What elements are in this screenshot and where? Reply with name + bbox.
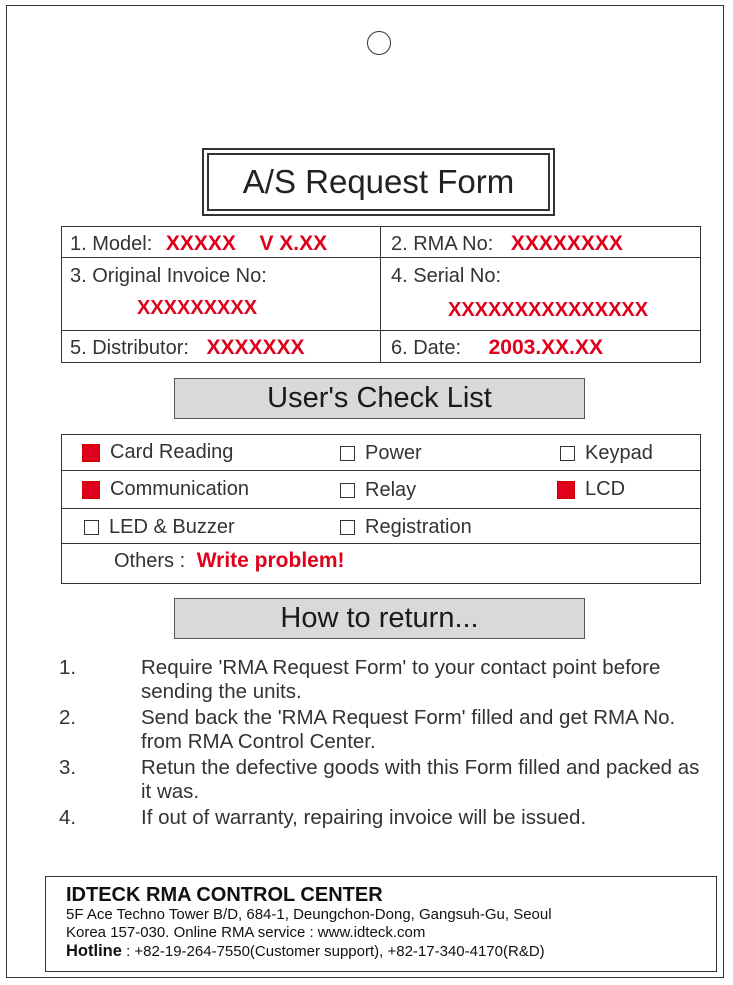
others-field bbox=[114, 549, 345, 573]
address-line: Korea 157-030. Online RMA service : www.idteck.com bbox=[66, 924, 426, 941]
how-to-return-title: How to return... bbox=[174, 598, 585, 639]
list-item bbox=[59, 656, 699, 704]
date-field bbox=[391, 336, 603, 360]
checkbox-checked-icon bbox=[82, 481, 100, 499]
checkbox-empty-icon bbox=[340, 446, 355, 461]
table-divider bbox=[62, 508, 700, 509]
table-divider bbox=[62, 257, 700, 258]
check-label: Card Reading bbox=[110, 441, 234, 463]
rma-tag-card bbox=[6, 5, 724, 978]
check-card-reading[interactable] bbox=[82, 441, 233, 464]
distributor-field bbox=[70, 336, 305, 360]
step-number: 2. bbox=[59, 706, 77, 729]
hotline bbox=[66, 942, 716, 961]
checkbox-checked-icon bbox=[82, 444, 100, 462]
checkbox-empty-icon bbox=[340, 483, 355, 498]
return-steps-list bbox=[59, 656, 699, 832]
serial-value: XXXXXXXXXXXXXXX bbox=[448, 299, 649, 321]
check-keypad[interactable] bbox=[560, 442, 653, 465]
form-title-frame bbox=[202, 148, 555, 216]
date-value: 2003.XX.XX bbox=[488, 336, 604, 359]
list-item bbox=[59, 756, 699, 804]
check-label: Power bbox=[365, 442, 422, 464]
checkbox-empty-icon bbox=[560, 446, 575, 461]
checkbox-checked-icon bbox=[557, 481, 575, 499]
list-item bbox=[59, 806, 699, 830]
serial-label: 4. Serial No: bbox=[391, 265, 502, 287]
step-text: Send back the 'RMA Request Form' filled and get RMA No. from RMA Control Center. bbox=[141, 706, 676, 753]
invoice-label: 3. Original Invoice No: bbox=[70, 265, 267, 287]
check-registration[interactable] bbox=[340, 516, 472, 539]
list-item bbox=[59, 706, 699, 754]
hotline-numbers: : +82-19-264-7550(Customer support), +82-17-340-4170(R&D) bbox=[121, 943, 545, 960]
check-lcd[interactable] bbox=[557, 478, 625, 501]
check-label: LED & Buzzer bbox=[109, 516, 235, 538]
table-divider bbox=[62, 543, 700, 544]
table-divider bbox=[62, 470, 700, 471]
table-divider bbox=[380, 227, 381, 362]
others-label: Others : bbox=[114, 550, 186, 572]
rma-field bbox=[391, 232, 623, 256]
check-label: LCD bbox=[585, 478, 626, 500]
others-value: Write problem! bbox=[196, 549, 345, 572]
rma-contact-box bbox=[45, 876, 717, 972]
checklist-table bbox=[61, 434, 701, 584]
check-power[interactable] bbox=[340, 442, 422, 465]
check-label: Relay bbox=[365, 479, 417, 501]
rma-center-title: IDTECK RMA CONTROL CENTER bbox=[66, 884, 383, 906]
hotline-label: Hotline bbox=[66, 942, 122, 960]
rma-value: XXXXXXXX bbox=[510, 232, 623, 255]
model-version: V X.XX bbox=[259, 232, 328, 255]
address-line: 5F Ace Techno Tower B/D, 684-1, Deungchon-Dong, Gangsuh-Gu, Seoul bbox=[66, 906, 552, 923]
form-title: A/S Request Form bbox=[207, 153, 550, 211]
check-led-buzzer[interactable] bbox=[84, 516, 235, 539]
distributor-value: XXXXXXX bbox=[206, 336, 305, 359]
step-number: 1. bbox=[59, 656, 77, 679]
punch-hole-icon bbox=[367, 31, 391, 55]
step-number: 4. bbox=[59, 806, 77, 829]
info-table bbox=[61, 226, 701, 363]
invoice-value: XXXXXXXXX bbox=[137, 297, 258, 319]
step-number: 3. bbox=[59, 756, 77, 779]
model-value: XXXXX bbox=[165, 232, 236, 255]
check-communication[interactable] bbox=[82, 478, 249, 501]
date-label: 6. Date: bbox=[391, 337, 462, 359]
step-text: Require 'RMA Request Form' to your contact point before sending the units. bbox=[141, 656, 661, 703]
check-relay[interactable] bbox=[340, 479, 416, 502]
check-label: Keypad bbox=[585, 442, 653, 464]
table-divider bbox=[62, 330, 700, 331]
rma-label: 2. RMA No: bbox=[391, 233, 494, 255]
check-label: Communication bbox=[110, 478, 249, 500]
checkbox-empty-icon bbox=[84, 520, 99, 535]
checklist-title: User's Check List bbox=[174, 378, 585, 419]
distributor-label: 5. Distributor: bbox=[70, 337, 189, 359]
check-label: Registration bbox=[365, 516, 472, 538]
model-label: 1. Model: bbox=[70, 233, 153, 255]
step-text: Retun the defective goods with this Form filled and packed as it was. bbox=[141, 756, 700, 803]
model-field bbox=[70, 232, 327, 256]
checkbox-empty-icon bbox=[340, 520, 355, 535]
step-text: If out of warranty, repairing invoice will be issued. bbox=[141, 806, 587, 829]
